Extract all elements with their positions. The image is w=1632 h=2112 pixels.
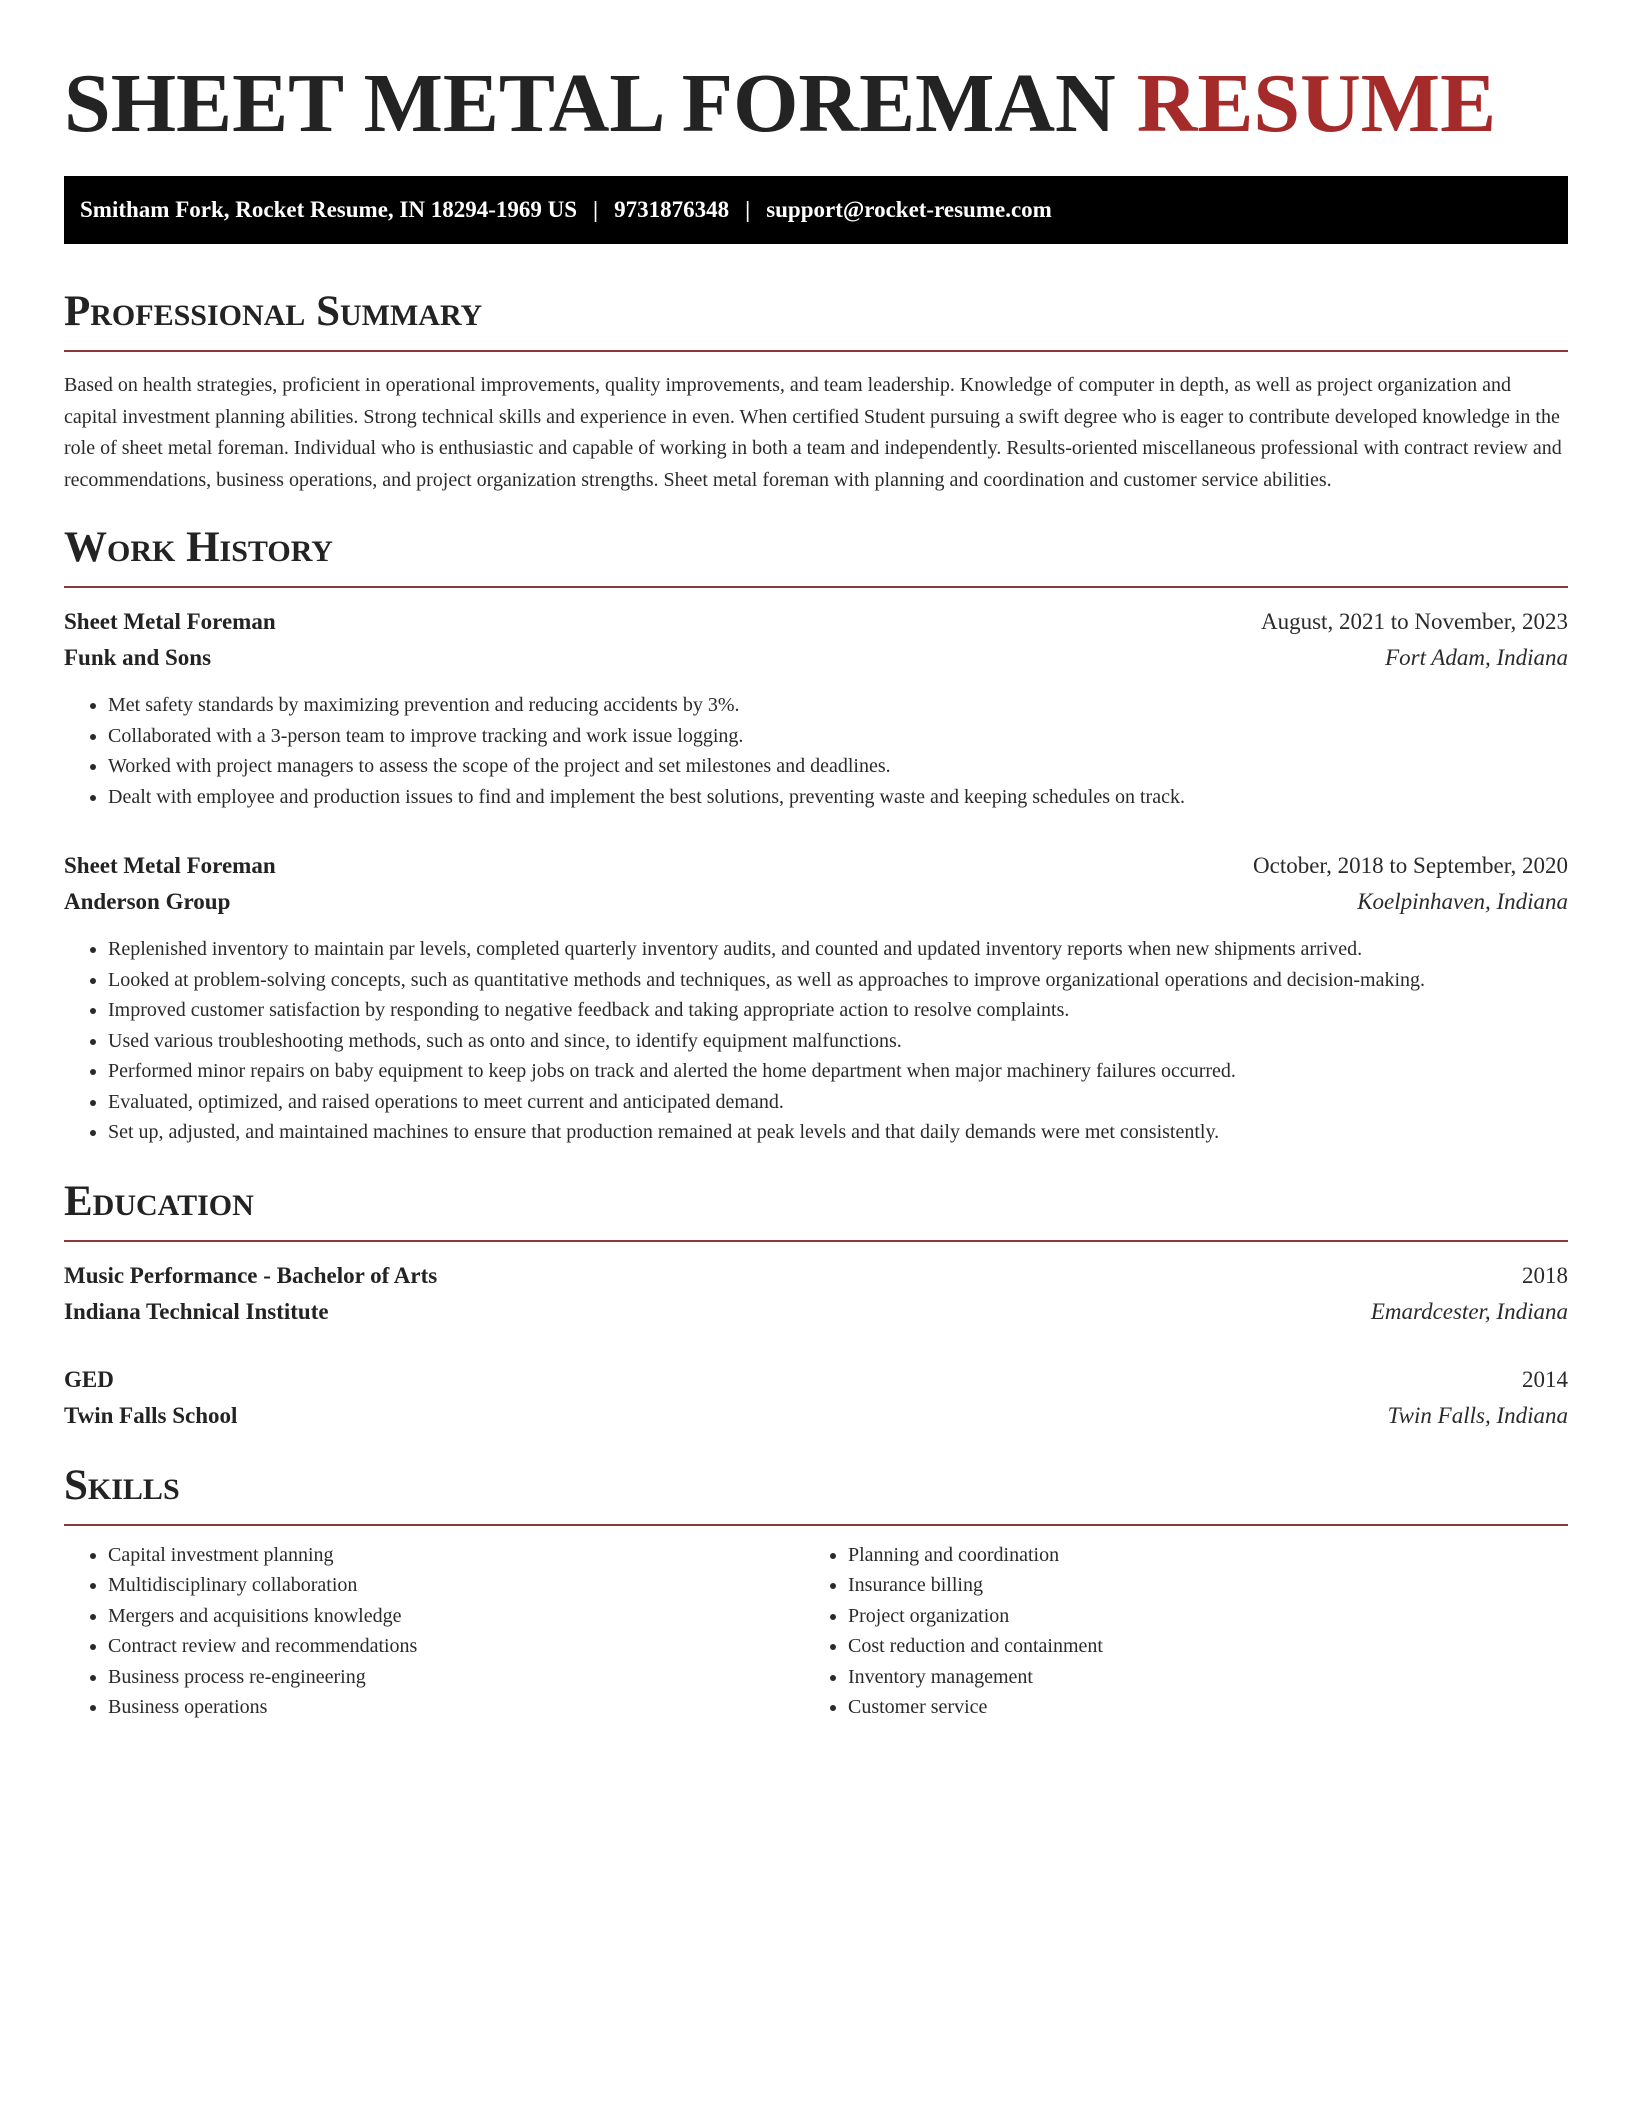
job-bullet: • Set up, adjusted, and maintained machines to ensure that production remained at peak levels and that daily demands were met consistently. bbox=[108, 1117, 1568, 1148]
skill-item: • Cost reduction and containment bbox=[848, 1631, 1544, 1662]
job-bullet: • Improved customer satisfaction by responding to negative feedback and taking appropriate action to resolve complaints. bbox=[108, 995, 1568, 1026]
job-bullet: • Performed minor repairs on baby equipment to keep jobs on track and alerted the home department when major machinery failures occurred. bbox=[108, 1056, 1568, 1087]
skills-section bbox=[64, 1460, 1568, 1723]
job-bullet: • Dealt with employee and production issues to find and implement the best solutions, preventing waste and keeping schedules on track. bbox=[108, 782, 1568, 813]
job-bullets bbox=[64, 690, 1568, 812]
education-location: Emardcester, Indiana bbox=[1370, 1298, 1568, 1324]
education-heading: Education bbox=[64, 1177, 254, 1225]
skill-item: • Capital investment planning bbox=[108, 1540, 804, 1571]
job-bullet: • Met safety standards by maximizing prevention and reducing accidents by 3%. bbox=[108, 690, 1568, 721]
education-year: 2018 bbox=[1522, 1262, 1568, 1288]
skills-grid bbox=[64, 1540, 1568, 1723]
summary-heading: Professional Summary bbox=[64, 288, 483, 335]
skill-item: • Project organization bbox=[848, 1601, 1544, 1632]
job-bullet: • Used various troubleshooting methods, such as onto and since, to identify equipment malfunctions. bbox=[108, 1026, 1568, 1057]
skills-list-left bbox=[64, 1540, 804, 1723]
skill-item: • Business operations bbox=[108, 1692, 804, 1723]
skill-item: • Multidisciplinary collaboration bbox=[108, 1570, 804, 1601]
job-bullets bbox=[64, 934, 1568, 1148]
job-entry bbox=[64, 848, 1568, 1148]
job-bullet: • Replenished inventory to maintain par levels, completed quarterly inventory audits, and counted and updated inventory reports when new shipments arrived. bbox=[108, 934, 1568, 965]
section-divider bbox=[64, 586, 1568, 588]
contact-email: support@rocket-resume.com bbox=[766, 197, 1052, 222]
skills-heading: Skills bbox=[64, 1461, 180, 1509]
work-heading: Work History bbox=[64, 524, 333, 571]
summary-text: Based on health strategies, proficient in operational improvements, quality improvements, and team leadership. Knowledge of computer in depth, as well as project organization and capital investment planning abilities. Strong technical skills and experience in even. When certified Student pursuing a swift degree who is eager to contribute developed knowledge in the role of sheet metal foreman. Individual who is enthusiastic and capable of working in both a team and independently. Results-oriented miscellaneous professional with contract review and recommendations, business operations, and project organization strengths. Sheet metal foreman with planning and coordination and customer service abilities. bbox=[64, 374, 1562, 491]
skill-item: • Planning and coordination bbox=[848, 1540, 1544, 1571]
work-section bbox=[64, 522, 1568, 1148]
section-divider bbox=[64, 1240, 1568, 1242]
skill-item: • Insurance billing bbox=[848, 1570, 1544, 1601]
section-divider bbox=[64, 1524, 1568, 1526]
education-degree: Music Performance - Bachelor of Arts bbox=[64, 1262, 438, 1288]
skill-item: • Inventory management bbox=[848, 1662, 1544, 1693]
education-section bbox=[64, 1176, 1568, 1434]
skills-list-right bbox=[804, 1540, 1544, 1723]
job-company: Funk and Sons bbox=[64, 645, 212, 670]
resume-title-main: SHEET METAL FOREMAN bbox=[64, 57, 1116, 150]
skill-item: • Mergers and acquisitions knowledge bbox=[108, 1601, 804, 1632]
job-location: Koelpinhaven, Indiana bbox=[1357, 889, 1568, 914]
skill-item: • Business process re-engineering bbox=[108, 1662, 804, 1693]
job-bullet: • Collaborated with a 3-person team to improve tracking and work issue logging. bbox=[108, 721, 1568, 752]
education-entry bbox=[64, 1258, 1568, 1330]
job-entry bbox=[64, 604, 1568, 812]
job-dates: October, 2018 to September, 2020 bbox=[1253, 853, 1568, 878]
job-location: Fort Adam, Indiana bbox=[1385, 645, 1568, 670]
education-location: Twin Falls, Indiana bbox=[1387, 1402, 1568, 1428]
contact-address: Smitham Fork, Rocket Resume, IN 18294-1969 US bbox=[80, 197, 578, 222]
education-school: Twin Falls School bbox=[64, 1402, 238, 1428]
education-entry bbox=[64, 1362, 1568, 1434]
resume-title bbox=[64, 56, 1568, 152]
job-bullet: • Looked at problem-solving concepts, such as quantitative methods and techniques, as well as approaches to improve organizational operations and decision-making. bbox=[108, 965, 1568, 996]
job-company: Anderson Group bbox=[64, 889, 231, 914]
contact-bar bbox=[64, 176, 1568, 244]
education-year: 2014 bbox=[1522, 1366, 1568, 1392]
job-title: Sheet Metal Foreman bbox=[64, 609, 276, 634]
job-bullet: • Evaluated, optimized, and raised operations to meet current and anticipated demand. bbox=[108, 1087, 1568, 1118]
job-bullet: • Worked with project managers to assess the scope of the project and set milestones and deadlines. bbox=[108, 751, 1568, 782]
contact-separator: | bbox=[745, 197, 751, 222]
skill-item: • Customer service bbox=[848, 1692, 1544, 1723]
education-school: Indiana Technical Institute bbox=[64, 1298, 329, 1324]
job-title: Sheet Metal Foreman bbox=[64, 853, 276, 878]
education-degree: GED bbox=[64, 1366, 114, 1392]
resume-title-accent: RESUME bbox=[1136, 57, 1497, 150]
section-divider bbox=[64, 350, 1568, 352]
skill-item: • Contract review and recommendations bbox=[108, 1631, 804, 1662]
job-dates: August, 2021 to November, 2023 bbox=[1261, 609, 1568, 634]
contact-separator: | bbox=[593, 197, 599, 222]
summary-section bbox=[64, 286, 1568, 496]
contact-phone: 9731876348 bbox=[614, 197, 730, 222]
